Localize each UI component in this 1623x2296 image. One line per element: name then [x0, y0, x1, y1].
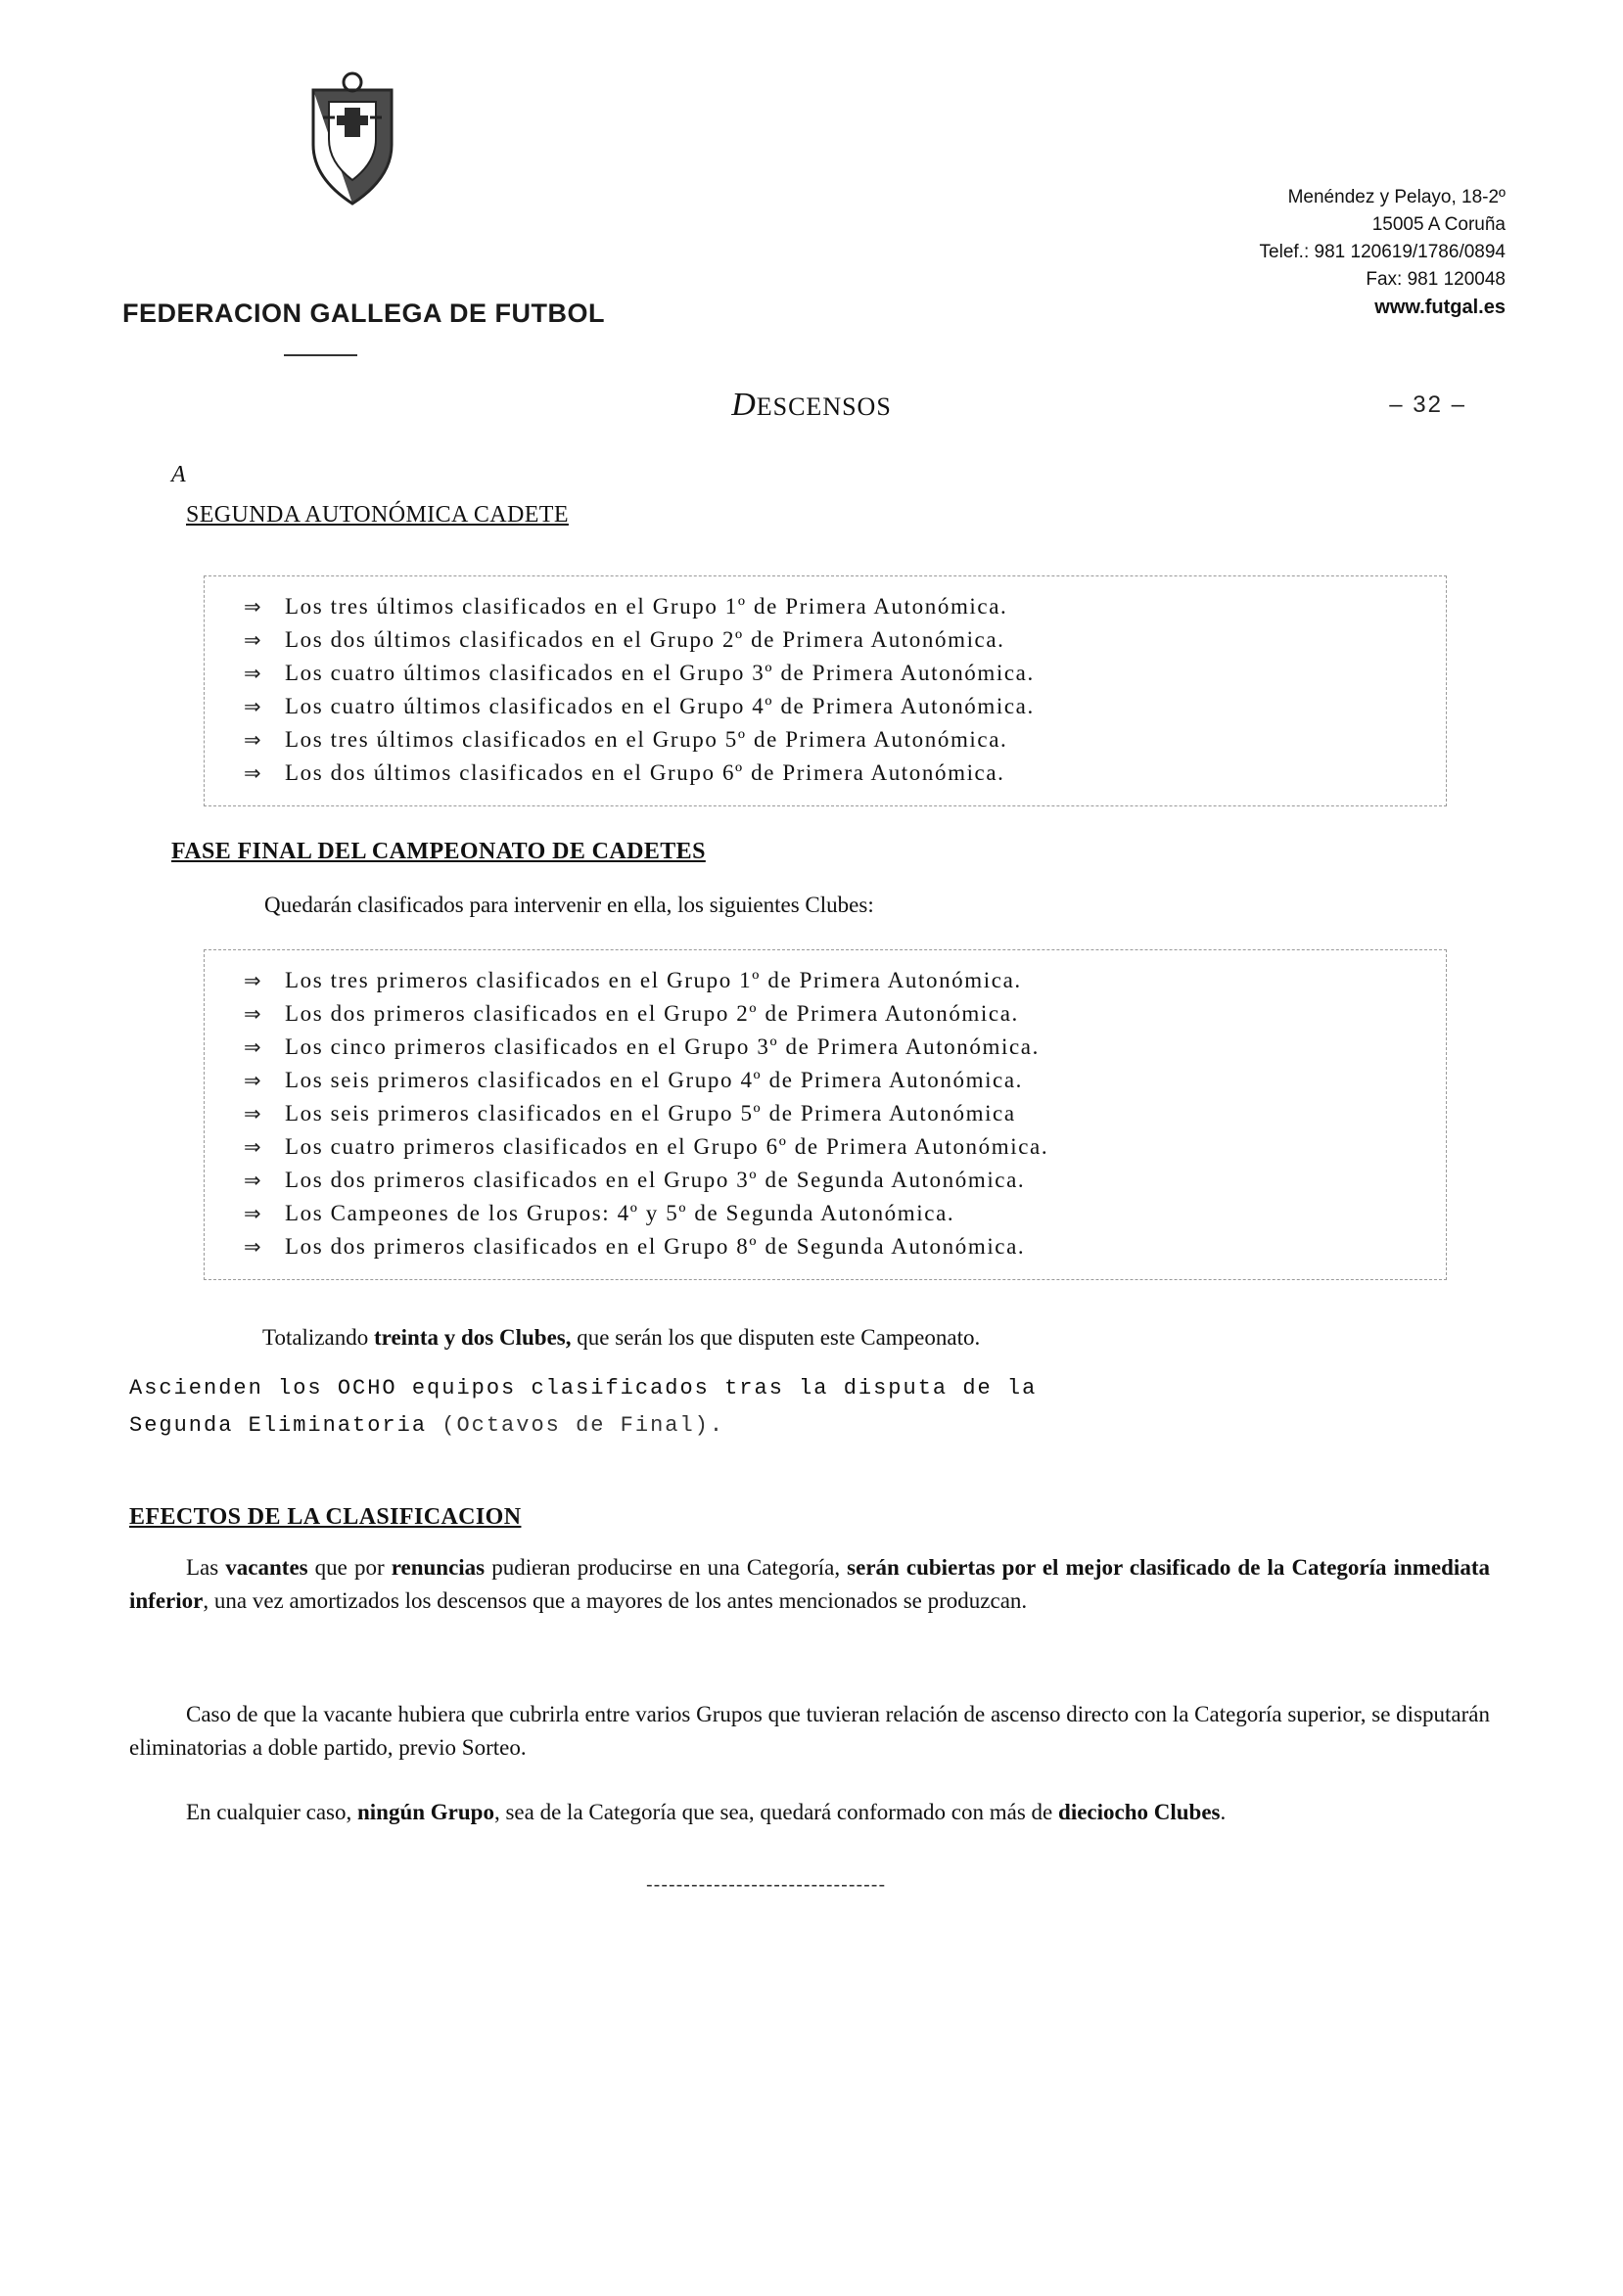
- list-item: [244, 1097, 1428, 1130]
- efectos-p3-a: En cualquier caso,: [186, 1800, 357, 1824]
- list-item: [244, 1164, 1428, 1197]
- list-item: [244, 657, 1428, 690]
- arrow-right-icon: ⇒: [244, 662, 261, 685]
- list-item: [244, 590, 1428, 623]
- efectos-p1-g: , una vez amortizados los descensos que a mayores de los antes mencionados se produzcan.: [203, 1588, 1028, 1613]
- list-item-text: Los Campeones de los Grupos: 4º y 5º de Segunda Autonómica.: [285, 1201, 955, 1225]
- list-item: [244, 964, 1428, 997]
- contact-address-line1: Menéndez y Pelayo, 18-2º: [1287, 187, 1506, 207]
- efectos-p1-renuncias: renuncias: [391, 1555, 486, 1580]
- arrow-right-icon: ⇒: [244, 1035, 261, 1059]
- efectos-p1-vacantes: vacantes: [225, 1555, 308, 1580]
- efectos-paragraph-1: [129, 1551, 1490, 1618]
- fase-final-intro: Quedarán clasificados para intervenir en ella, los siguientes Clubes:: [264, 893, 874, 917]
- federation-name-underline: [284, 354, 357, 356]
- page-number: – 32 –: [1389, 391, 1466, 418]
- arrow-right-icon: ⇒: [244, 728, 261, 752]
- totalizando-bold: treinta y dos Clubes,: [374, 1325, 572, 1350]
- page-title-dropcap: D: [731, 387, 757, 423]
- efectos-paragraph-2: [129, 1698, 1490, 1765]
- arrow-right-icon: ⇒: [244, 761, 261, 785]
- list-item-text: Los dos últimos clasificados en el Grupo 6º de Primera Autonómica.: [285, 760, 1005, 785]
- efectos-p2-text: Caso de que la vacante hubiera que cubrirla entre varios Grupos que tuvieran relación de ascenso directo con la Categoría superior, se disputarán eliminatorias a doble partido, previo Sorteo.: [129, 1702, 1490, 1760]
- list-item-text: Los cuatro últimos clasificados en el Grupo 3º de Primera Autonómica.: [285, 661, 1035, 685]
- arrow-right-icon: ⇒: [244, 628, 261, 652]
- page-title-rest: ESCENSOS: [756, 392, 892, 421]
- list-item-text: Los seis primeros clasificados en el Grupo 5º de Primera Autonómica: [285, 1101, 1016, 1125]
- totalizando-paragraph: [262, 1321, 1271, 1355]
- section-divider: --------------------------------: [646, 1874, 887, 1896]
- federation-name: FEDERACION GALLEGA DE FUTBOL: [122, 298, 605, 328]
- contact-address-line2: 15005 A Coruña: [1371, 214, 1506, 235]
- list-item: [244, 1130, 1428, 1164]
- section-heading-segunda-autonomica-cadete: SEGUNDA AUTONÓMICA CADETE: [186, 502, 569, 528]
- descensos-list-box: [204, 575, 1447, 806]
- arrow-right-icon: ⇒: [244, 1169, 261, 1192]
- contact-fax: Fax: 981 120048: [1366, 269, 1506, 290]
- arrow-right-icon: ⇒: [244, 1235, 261, 1259]
- arrow-right-icon: ⇒: [244, 595, 261, 619]
- ascienden-paragraph: [129, 1370, 1500, 1445]
- list-item-text: Los cinco primeros clasificados en el Grupo 3º de Primera Autonómica.: [285, 1034, 1040, 1059]
- efectos-p3-ningun-grupo: ningún Grupo: [356, 1800, 494, 1824]
- list-item: [244, 1064, 1428, 1097]
- list-item-text: Los dos primeros clasificados en el Grupo 2º de Primera Autonómica.: [285, 1001, 1019, 1026]
- contact-website: www.futgal.es: [1374, 297, 1506, 318]
- arrow-right-icon: ⇒: [244, 1102, 261, 1125]
- list-item-text: Los cuatro últimos clasificados en el Grupo 4º de Primera Autonómica.: [285, 694, 1035, 718]
- arrow-right-icon: ⇒: [244, 1135, 261, 1159]
- arrow-right-icon: ⇒: [244, 1069, 261, 1092]
- arrow-right-icon: ⇒: [244, 1202, 261, 1225]
- section-heading-efectos-clasificacion: EFECTOS DE LA CLASIFICACION: [129, 1504, 522, 1530]
- efectos-paragraph-3: [129, 1796, 1490, 1829]
- efectos-p3-c: , sea de la Categoría que sea, quedará conformado con más de: [493, 1800, 1059, 1824]
- list-item-text: Los dos primeros clasificados en el Grupo 8º de Segunda Autonómica.: [285, 1234, 1026, 1259]
- page-title: [0, 387, 1623, 424]
- totalizando-prefix: Totalizando: [262, 1325, 374, 1350]
- ascienden-line-1: Ascienden los OCHO equipos clasificados tras la disputa de la: [129, 1376, 1038, 1401]
- list-item-text: Los seis primeros clasificados en el Grupo 4º de Primera Autonómica.: [285, 1068, 1024, 1092]
- list-item: [244, 623, 1428, 657]
- list-item: [244, 997, 1428, 1031]
- efectos-p3-e: .: [1220, 1800, 1227, 1824]
- list-item: [244, 1031, 1428, 1064]
- shield-crest-icon: [294, 69, 411, 210]
- ascienden-line-2-bold: Segunda Eliminatoria: [129, 1413, 428, 1438]
- list-item-text: Los dos primeros clasificados en el Grupo 3º de Segunda Autonómica.: [285, 1168, 1026, 1192]
- list-item-text: Los dos últimos clasificados en el Grupo 2º de Primera Autonómica.: [285, 627, 1005, 652]
- list-item-text: Los tres últimos clasificados en el Grupo 5º de Primera Autonómica.: [285, 727, 1008, 752]
- totalizando-suffix: que serán los que disputen este Campeonato.: [571, 1325, 981, 1350]
- section-heading-fase-final: FASE FINAL DEL CAMPEONATO DE CADETES: [171, 839, 706, 864]
- efectos-p3-dieciocho-clubes: dieciocho Clubes: [1058, 1800, 1221, 1824]
- list-item: [244, 757, 1428, 790]
- list-item: [244, 1197, 1428, 1230]
- efectos-p1-c: que por: [307, 1555, 392, 1580]
- list-item-text: Los tres últimos clasificados en el Grupo 1º de Primera Autonómica.: [285, 594, 1008, 619]
- efectos-p1-a: Las: [186, 1555, 226, 1580]
- contact-phone: Telef.: 981 120619/1786/0894: [1259, 242, 1506, 262]
- list-item-text: Los tres primeros clasificados en el Grupo 1º de Primera Autonómica.: [285, 968, 1022, 992]
- fase-final-list-box: [204, 949, 1447, 1280]
- list-item: [244, 723, 1428, 757]
- list-item-text: Los cuatro primeros clasificados en el Grupo 6º de Primera Autonómica.: [285, 1134, 1049, 1159]
- ascienden-line-2-light: (Octavos de Final).: [427, 1413, 725, 1438]
- arrow-right-icon: ⇒: [244, 969, 261, 992]
- contact-block: [1260, 184, 1506, 321]
- efectos-p1-bold: serán cubiertas por el mejor clasificado de la Categoría inmediata inferior: [129, 1555, 1490, 1613]
- section-marker-a: A: [171, 462, 186, 487]
- efectos-p1-e: pudieran producirse en una Categoría,: [485, 1555, 848, 1580]
- arrow-right-icon: ⇒: [244, 1002, 261, 1026]
- list-item: [244, 690, 1428, 723]
- list-item: [244, 1230, 1428, 1263]
- arrow-right-icon: ⇒: [244, 695, 261, 718]
